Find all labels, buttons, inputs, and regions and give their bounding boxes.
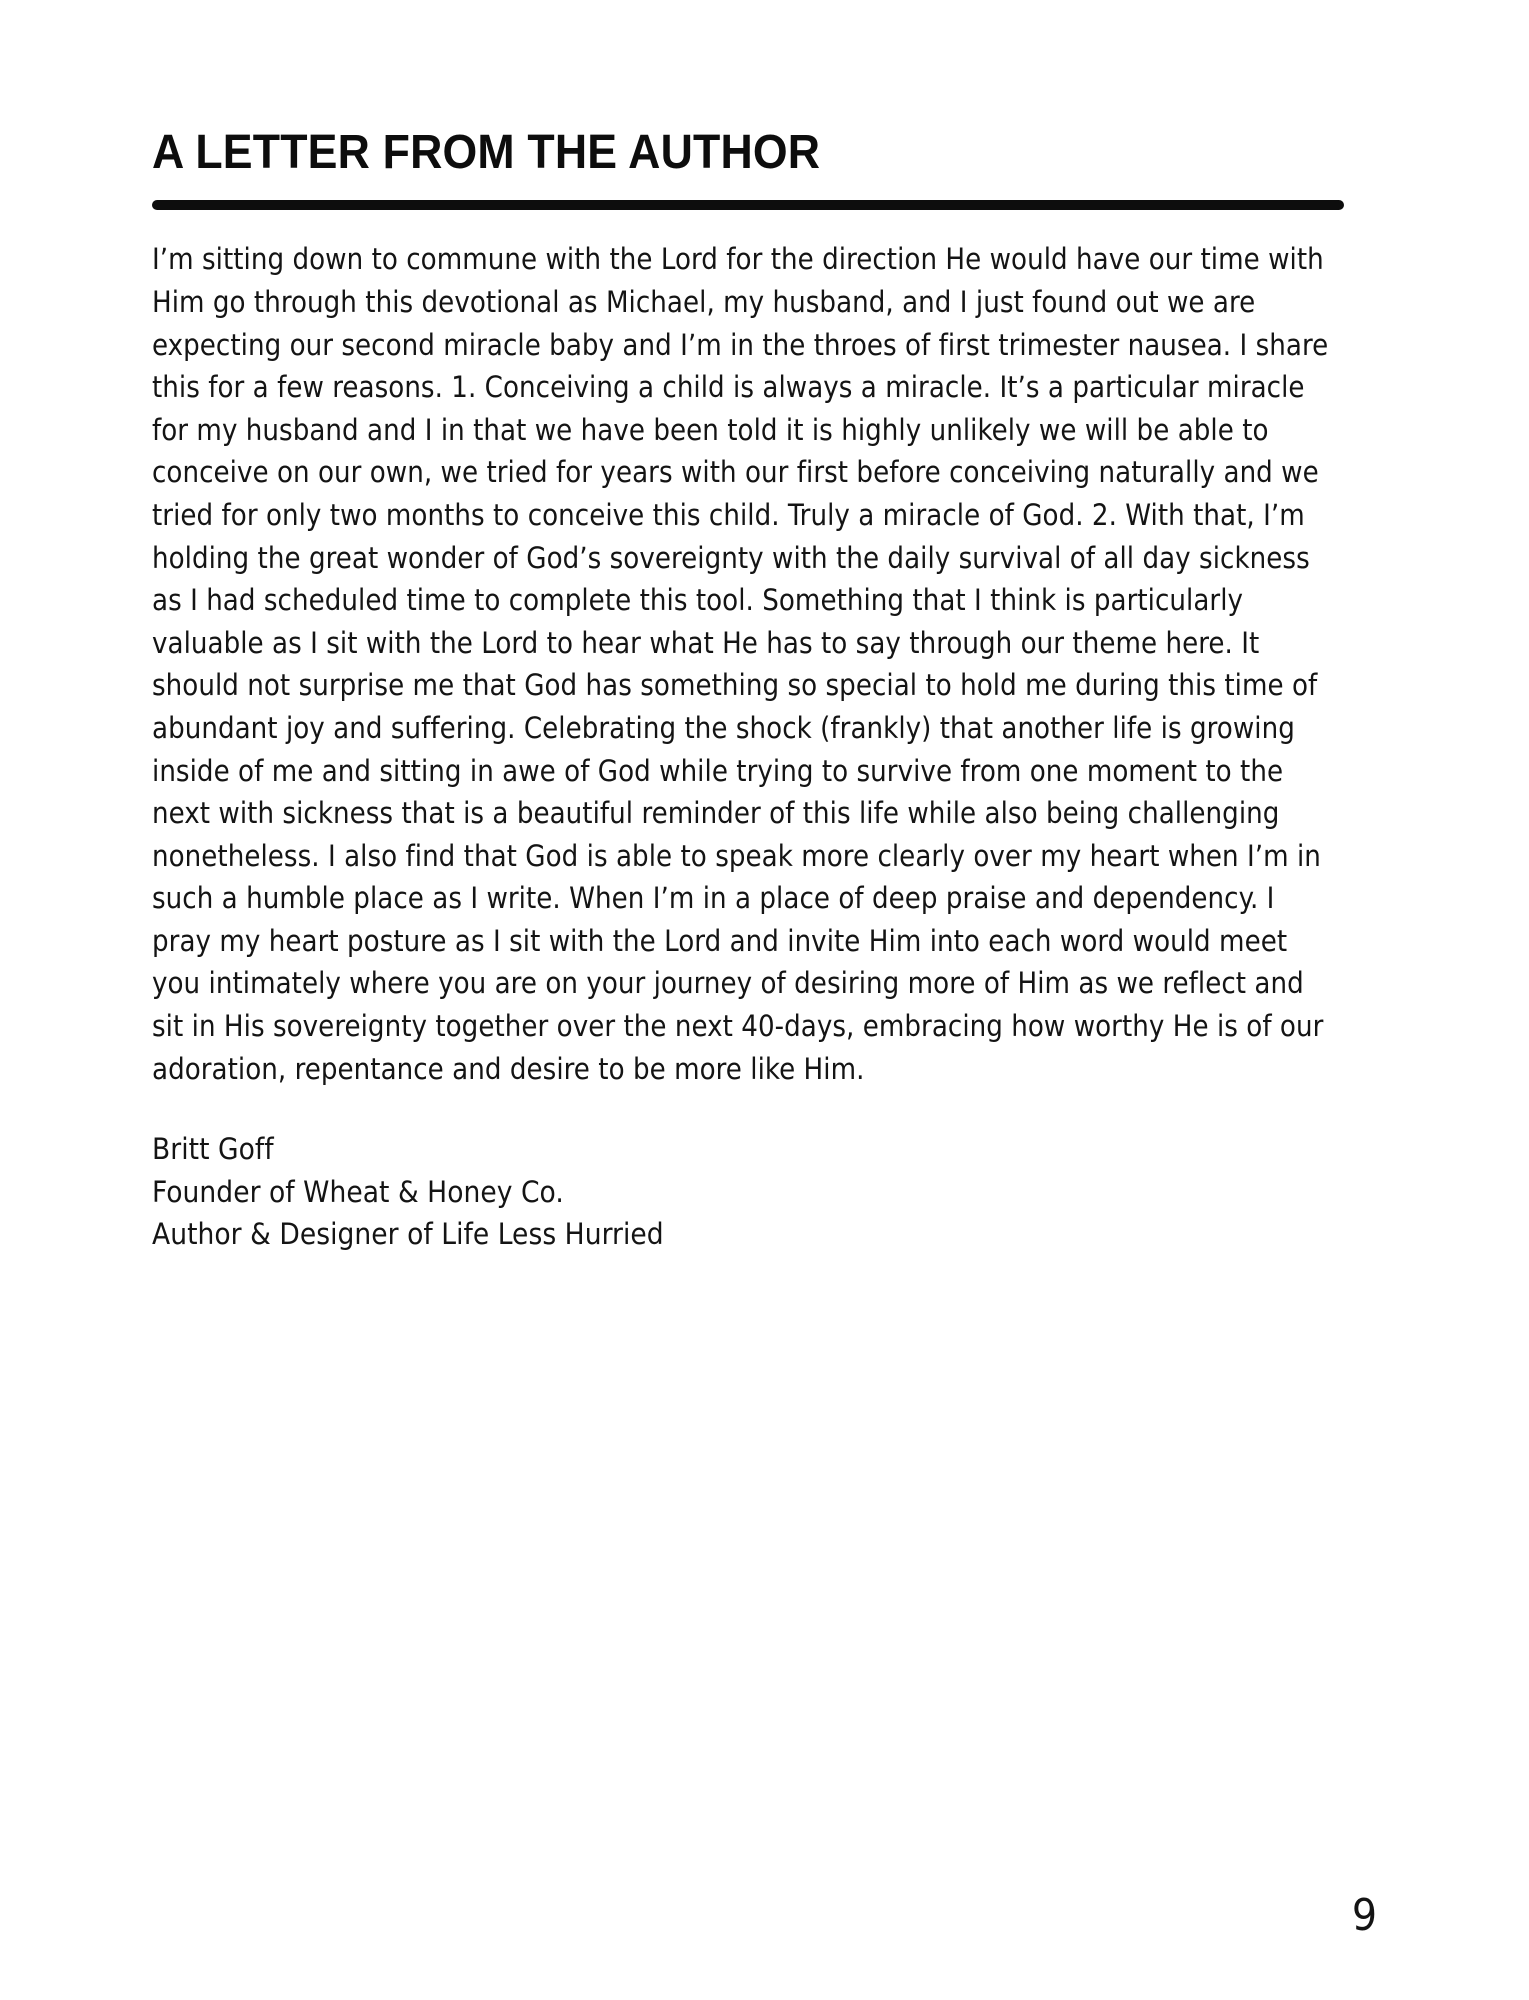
page-number: 9 [1351, 1890, 1377, 1941]
signature-block [152, 1090, 1348, 1256]
page-title: A LETTER FROM THE AUTHOR [152, 126, 821, 179]
signature-role: Founder of Wheat & Honey Co. [152, 1174, 564, 1209]
title-divider-rule [152, 200, 1344, 210]
letter-body-text: I’m sitting down to commune with the Lord for the direction He would have our time with Him go through this devotional as Michael, my husband, and I just found out we are expecting our second miracle baby and I’m in the throes of first trimester nausea. I share this for a few reasons. 1. Conceiving a child is always a miracle. It’s a particular miracle for my husband and I in that we have been told it is highly unlikely we will be able to conceive on our own, we tried for years with our first before conceiving naturally and we tried for only two months to conceive this child. Truly a miracle of God. 2. With that, I’m holding the great wonder of God’s sovereignty with the daily survival of all day sickness as I had scheduled time to complete this tool. Something that I think is particularly valuable as I sit with the Lord to hear what He has to say through our theme here. It should not surprise me that God has something so special to hold me during this time of abundant joy and suffering. Celebrating the shock (frankly) that another life is growing inside of me and sitting in awe of God while trying to survive from one moment to the next with sickness that is a beautiful reminder of this life while also being challenging nonetheless. I also find that God is able to speak more clearly over my heart when I’m in such a humble place as I write. When I’m in a place of deep praise and dependency. I pray my heart posture as I sit with the Lord and invite Him into each word would meet you intimately where you are on your journey of desiring more of Him as we reflect and sit in His sovereignty together over the next 40-days, embracing how worthy He is of our adoration, repentance and desire to be more like Him. [152, 242, 1329, 1086]
signature-name: Britt Goff [152, 1132, 274, 1167]
page-content [152, 0, 1348, 1256]
signature-credit: Author & Designer of Life Less Hurried [152, 1217, 664, 1252]
